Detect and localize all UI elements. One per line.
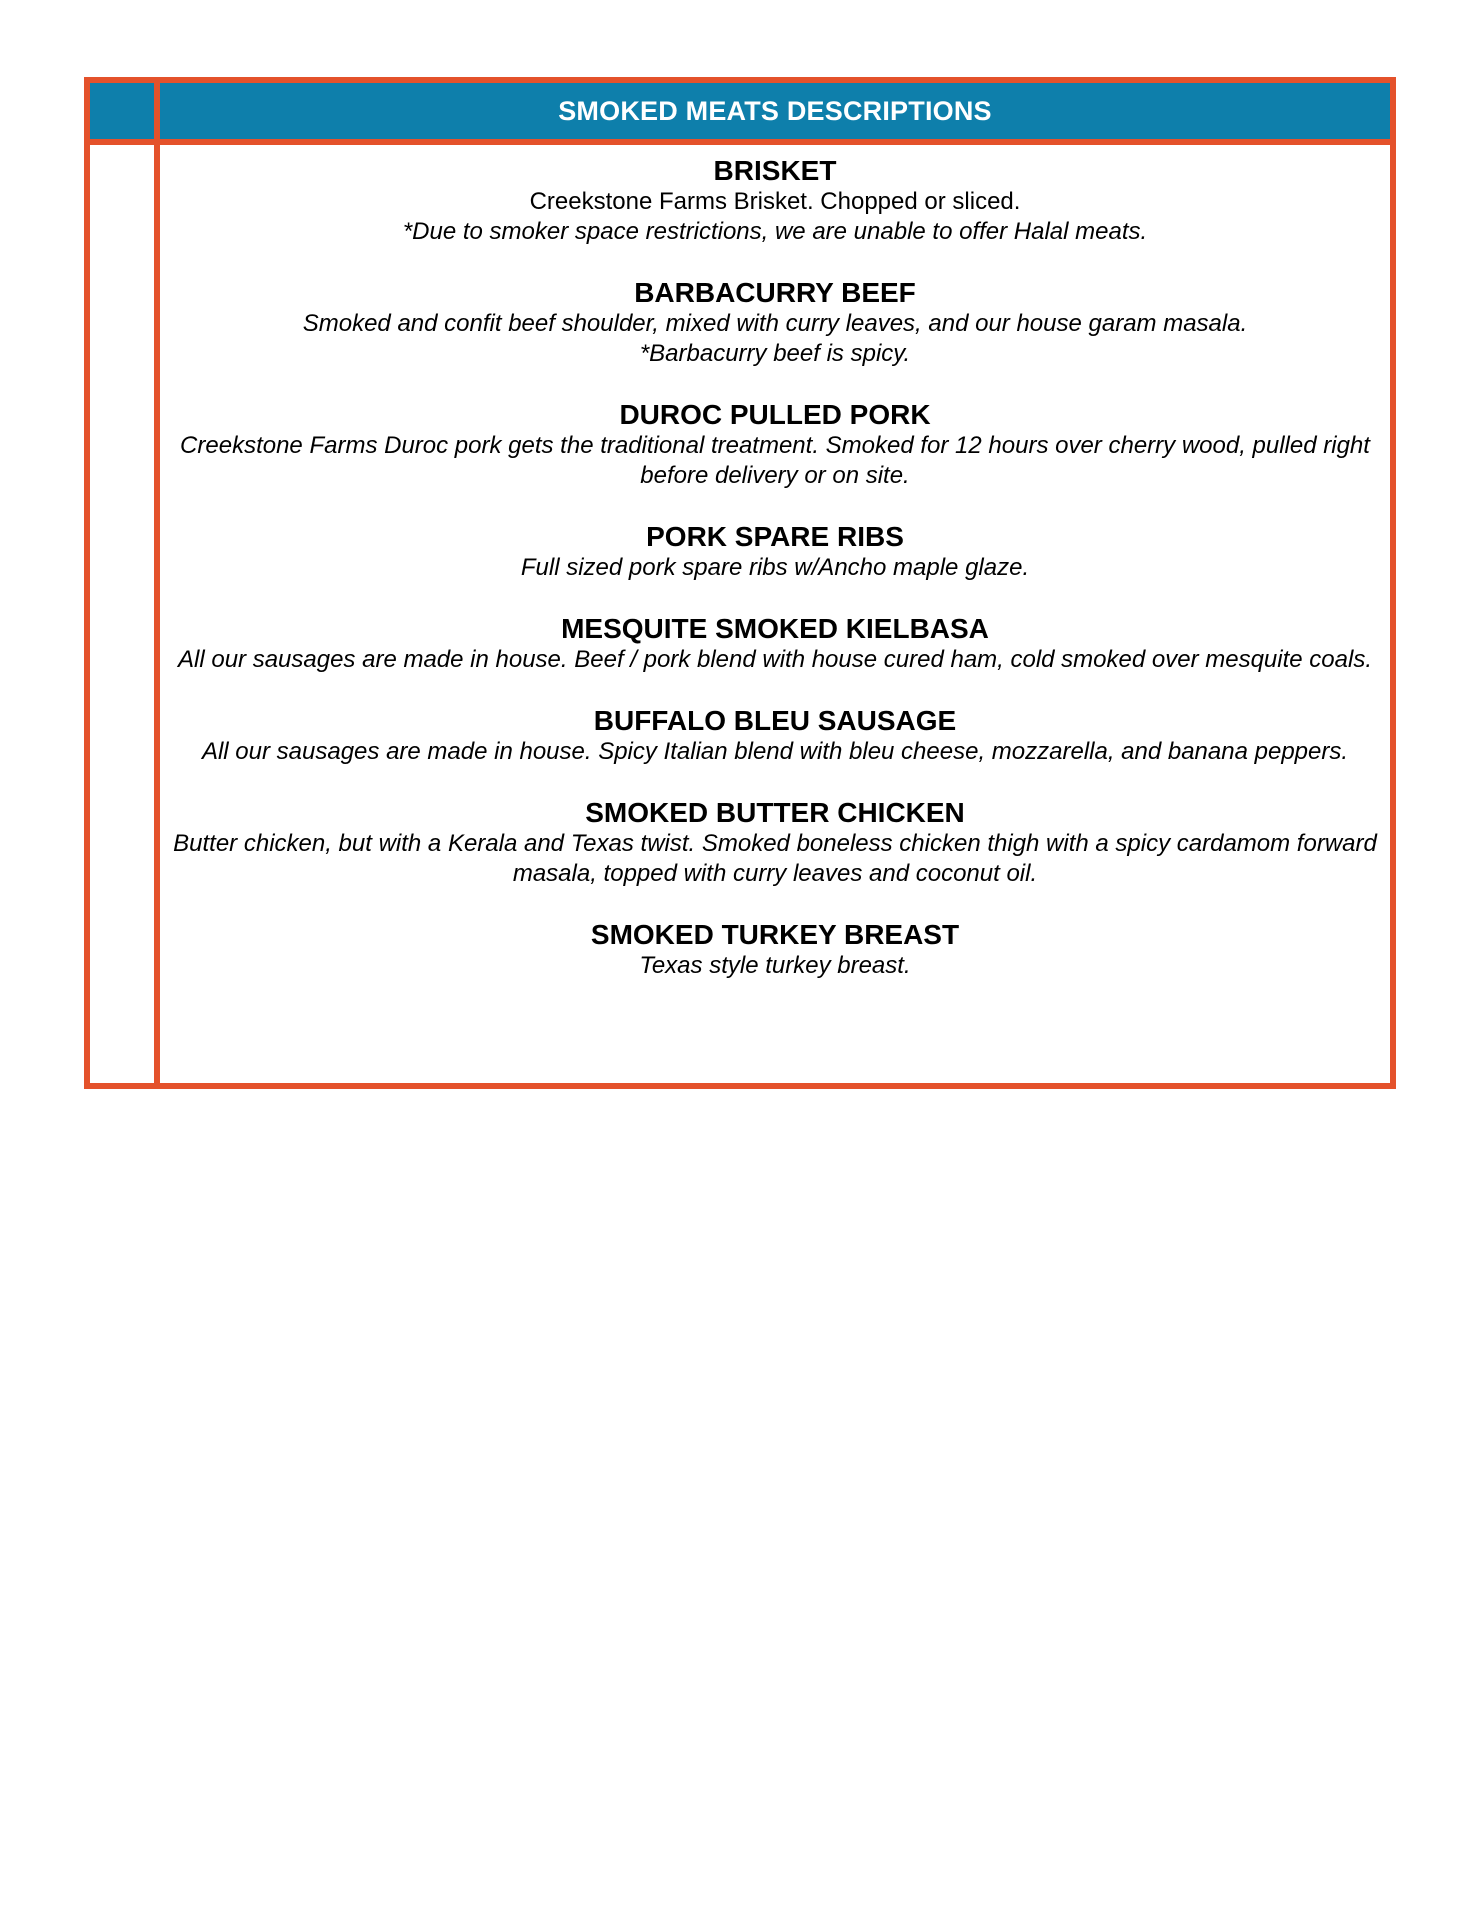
menu-content bbox=[160, 145, 1390, 1011]
menu-table bbox=[84, 77, 1396, 1089]
item-note: *Due to smoker space restrictions, we are unable to offer Halal meats. bbox=[402, 218, 1148, 245]
item-description: Butter chicken, but with a Kerala and Texas twist. Smoked boneless chicken thigh with a spicy cardamom forward masala, topped with curry leaves and coconut oil. bbox=[173, 830, 1377, 887]
side-header-cell bbox=[90, 83, 154, 139]
item-description: Full sized pork spare ribs w/Ancho maple glaze. bbox=[520, 554, 1030, 581]
item-description: All our sausages are made in house. Spicy Italian blend with bleu cheese, mozzarella, and banana peppers. bbox=[201, 738, 1349, 765]
side-column bbox=[90, 83, 160, 1083]
menu-item-brisket bbox=[160, 155, 1390, 247]
menu-item-pork-spare-ribs bbox=[160, 521, 1390, 583]
item-description: Creekstone Farms Brisket. Chopped or sliced. bbox=[529, 188, 1021, 215]
item-name: BARBACURRY BEEF bbox=[634, 277, 916, 308]
menu-item-barbacurry-beef bbox=[160, 277, 1390, 369]
item-name: BUFFALO BLEU SAUSAGE bbox=[593, 705, 957, 736]
menu-item-buffalo-bleu-sausage bbox=[160, 705, 1390, 767]
item-description: Creekstone Farms Duroc pork gets the traditional treatment. Smoked for 12 hours over cherry wood, pulled right before delivery or on site. bbox=[180, 432, 1370, 489]
item-description: All our sausages are made in house. Beef / pork blend with house cured ham, cold smoked over mesquite coals. bbox=[178, 646, 1372, 673]
menu-item-smoked-turkey-breast bbox=[160, 919, 1390, 981]
item-description: Smoked and confit beef shoulder, mixed with curry leaves, and our house garam masala. bbox=[302, 310, 1248, 337]
item-name: PORK SPARE RIBS bbox=[646, 521, 904, 552]
item-name: SMOKED BUTTER CHICKEN bbox=[585, 797, 965, 828]
item-note: *Barbacurry beef is spicy. bbox=[639, 340, 911, 367]
menu-item-smoked-butter-chicken bbox=[160, 797, 1390, 889]
item-name: BRISKET bbox=[713, 155, 837, 186]
item-description: Texas style turkey breast. bbox=[639, 952, 911, 979]
item-name: SMOKED TURKEY BREAST bbox=[590, 919, 960, 950]
item-name: MESQUITE SMOKED KIELBASA bbox=[561, 613, 989, 644]
item-name: DUROC PULLED PORK bbox=[619, 399, 931, 430]
section-header: SMOKED MEATS DESCRIPTIONS bbox=[160, 83, 1390, 139]
menu-item-mesquite-smoked-kielbasa bbox=[160, 613, 1390, 675]
menu-item-duroc-pulled-pork bbox=[160, 399, 1390, 491]
